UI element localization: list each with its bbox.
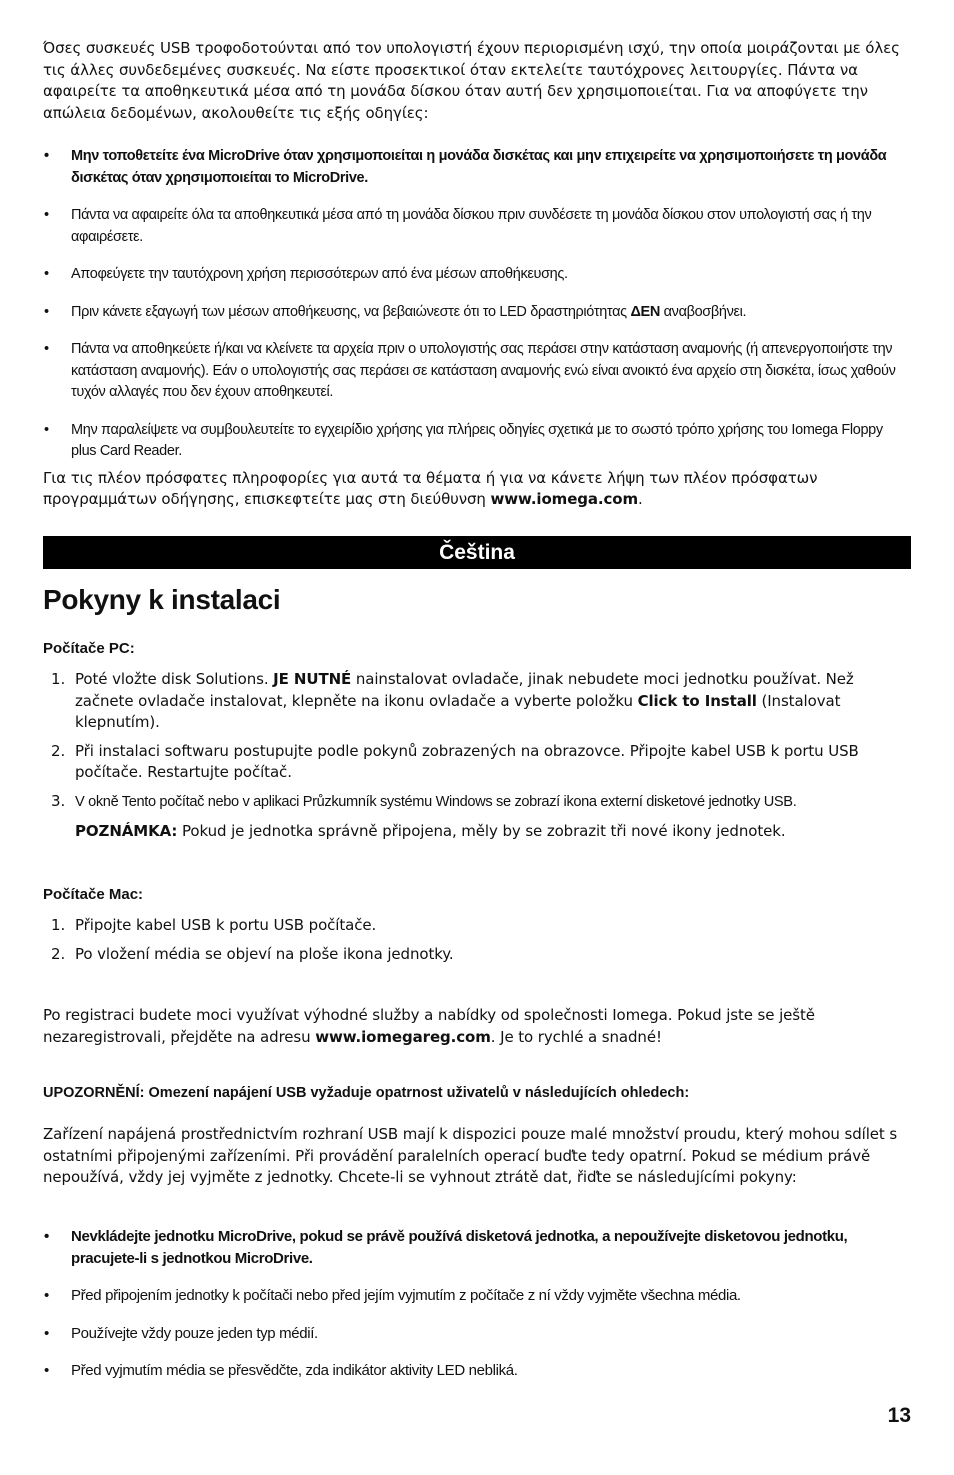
language-banner: Čeština [43, 536, 911, 569]
list-item [43, 915, 911, 937]
pc-steps [43, 669, 911, 813]
note [43, 821, 911, 843]
step-text: (Instalovat klepnutím). [75, 691, 841, 731]
list-item [43, 669, 911, 734]
bullet-marker: • [44, 303, 49, 320]
warning-body: Zařízení napájená prostřednictvím rozhraní USB mají k dispozici pouze malé množství proudu, který mohou sdílet s ostatními připojenými zařízeními. Při provádění paralelních operací buďte tedy opatrní. Pokud se médium právě nepoužívá, vždy jej vyjměte z jednotky. Chcete-li se vyhnout ztrátě dat, řiďte se následujícími pokyny: [43, 1125, 898, 1186]
bullet-text: Πάντα να αφαιρείτε όλα τα αποθηκευτικά μέσα από τη μονάδα δίσκου πριν συνδέσετε τη μονάδα δίσκου στον υπολογιστή σας ή την αφαιρέσετε. [71, 207, 872, 245]
registration-link[interactable]: www.iomegareg.com [315, 1027, 491, 1046]
greek-bullet-list [43, 146, 911, 463]
mac-heading: Počítače Mac: [43, 886, 144, 903]
mac-steps [43, 915, 911, 965]
bullet-text: Před připojením jednotky k počítači nebo před jejím vyjmutím z počítače z ní vždy vyjměte všechna média. [71, 1287, 741, 1304]
page-number: 13 [887, 1404, 911, 1427]
czech-bullet-list [43, 1226, 911, 1382]
bullet-marker: • [44, 148, 49, 164]
list-item [43, 339, 911, 404]
list-item [43, 146, 911, 189]
outro-text: Για τις πλέον πρόσφατες πληροφορίες για αυτά τα θέματα ή για να κάνετε λήψη των πλέον πρόσφατων προγραμμάτων οδήγησης, επισκεφτείτε μας στη διεύθυνση [43, 468, 818, 508]
bullet-marker: • [44, 266, 49, 282]
list-item [43, 791, 911, 814]
greek-intro: Όσες συσκευές USB τροφοδοτούνται από τον υπολογιστή έχουν περιορισμένη ισχύ, την οποία μοιράζονται με όλες τις άλλες συνδεδεμένες συσκευές. Να είστε προσεκτικοί όταν εκτελείτε ταυτόχρονες λειτουργίες. Πάντα να αφαιρείτε τα αποθηκευτικά μέσα από τη μονάδα δίσκου όταν αυτή δεν χρησιμοποιείται. Για να αποφύγετε την απώλεια δεδομένων, ακολουθείτε τις εξής οδηγίες: [43, 39, 900, 122]
step-number: 1. [51, 670, 66, 688]
list-item [43, 1360, 911, 1382]
bullet-marker: • [44, 1228, 49, 1245]
click-to-install-label: Click to Install [637, 691, 757, 710]
warning-heading: UPOZORNĚNÍ: Omezení napájení USB vyžaduje opatrnost uživatelů v následujících ohledech: [43, 1085, 690, 1101]
list-item [43, 302, 911, 324]
pc-heading: Počítače PC: [43, 640, 135, 657]
step-text: Poté vložte disk Solutions. [75, 670, 274, 688]
list-item [43, 205, 911, 248]
bullet-text: Πάντα να αποθηκεύετε ή/και να κλείνετε τα αρχεία πριν ο υπολογιστής σας περάσει στην κατάσταση αναμονής (ή απενεργοποιήστε την κατάσταση αναμονής). Εάν ο υπολογιστής σας περάσει σε κατάσταση αναμονής ενώ είναι ανοικτό ένα αρχείο στη δισκέτα, ίσως χαθούν τυχόν αλλαγές που δεν έχουν αποθηκευτεί. [71, 341, 896, 400]
list-item [43, 420, 911, 463]
list-item [43, 1226, 911, 1269]
note-text: Pokud je jednotka správně připojena, měly by se zobrazit tři nové ikony jednotek. [177, 822, 786, 840]
bullet-text: Πριν κάνετε εξαγωγή των μέσων αποθήκευσης, να βεβαιώνεστε ότι το LED δραστηριότητας [71, 303, 631, 320]
bullet-text: Μην παραλείψετε να συμβουλευτείτε το εγχειρίδιο χρήσης για πλήρεις οδηγίες σχετικά με το σωστό τρόπο χρήσης του Iomega Floppy plus Card Reader. [71, 421, 883, 459]
step-number: 2. [51, 741, 66, 760]
greek-section [43, 38, 911, 511]
step-text: Po vložení média se objeví na ploše ikona jednotky. [75, 944, 454, 963]
step-number: 1. [51, 916, 66, 934]
step-emphasis: JE NUTNÉ [273, 670, 352, 688]
bullet-text: Používejte vždy pouze jeden typ médií. [71, 1324, 318, 1342]
step-number: 2. [51, 944, 66, 963]
bullet-marker: • [44, 207, 49, 223]
list-item [43, 264, 911, 286]
registration-end: . Je to rychlé a snadné! [490, 1027, 662, 1046]
step-number: 3. [51, 791, 66, 810]
pc-section [43, 640, 911, 843]
bullet-marker: • [44, 1324, 49, 1342]
greek-outro [43, 468, 911, 511]
bullet-text: Μην τοποθετείτε ένα MicroDrive όταν χρησιμοποιείται η μονάδα δισκέτας και μην επιχειρείτε να χρησιμοποιήσετε τη μονάδα δισκέτας όταν χρησιμοποιείται το MicroDrive. [71, 148, 887, 186]
step-text: V okně Tento počítač nebo v aplikaci Průzkumník systému Windows se zobrazí ikona externí disketové jednotky USB. [75, 793, 797, 810]
registration-text: Po registraci budete moci využívat výhodné služby a nabídky od společnosti Iomega. Pokud jste se ještě nezaregistrovali, přejděte na adresu [43, 1006, 815, 1046]
registration-paragraph [43, 1005, 911, 1048]
bullet-marker: • [44, 421, 49, 438]
bullet-text: Před vyjmutím média se přesvědčte, zda indikátor aktivity LED nebliká. [71, 1362, 518, 1379]
mac-section [43, 886, 911, 965]
outro-end: . [638, 490, 643, 508]
list-item [43, 944, 911, 966]
bullet-marker: • [44, 1362, 49, 1379]
step-text: nainstalovat ovladače, jinak nebudete moci jednotku používat. Než začnete ovladače instalovat, klepněte na ikonu ovladače a vyberte položku [75, 670, 854, 710]
step-text: Připojte kabel USB k portu USB počítače. [75, 916, 377, 934]
bullet-emphasis: ΔΕΝ [630, 303, 660, 320]
note-label: POZNÁMKA: [75, 822, 178, 840]
list-item [43, 1323, 911, 1345]
bullet-marker: • [44, 341, 49, 357]
bullet-text: Nevkládejte jednotku MicroDrive, pokud se právě používá disketová jednotka, a nepoužívejte disketovou jednotku, pracujete-li s jednotkou MicroDrive. [71, 1228, 848, 1267]
bullet-text-end: αναβοσβήνει. [659, 303, 747, 320]
list-item [43, 741, 911, 784]
step-text: Při instalaci softwaru postupujte podle pokynů zobrazených na obrazovce. Připojte kabel USB k portu USB počítače. Restartujte počítač. [75, 741, 859, 781]
list-item [43, 1285, 911, 1307]
website-link[interactable]: www.iomega.com [490, 490, 639, 508]
page-title: Pokyny k instalaci [43, 584, 281, 615]
bullet-text: Αποφεύγετε την ταυτόχρονη χρήση περισσότερων από ένα μέσων αποθήκευσης. [71, 266, 568, 282]
bullet-marker: • [44, 1287, 49, 1304]
